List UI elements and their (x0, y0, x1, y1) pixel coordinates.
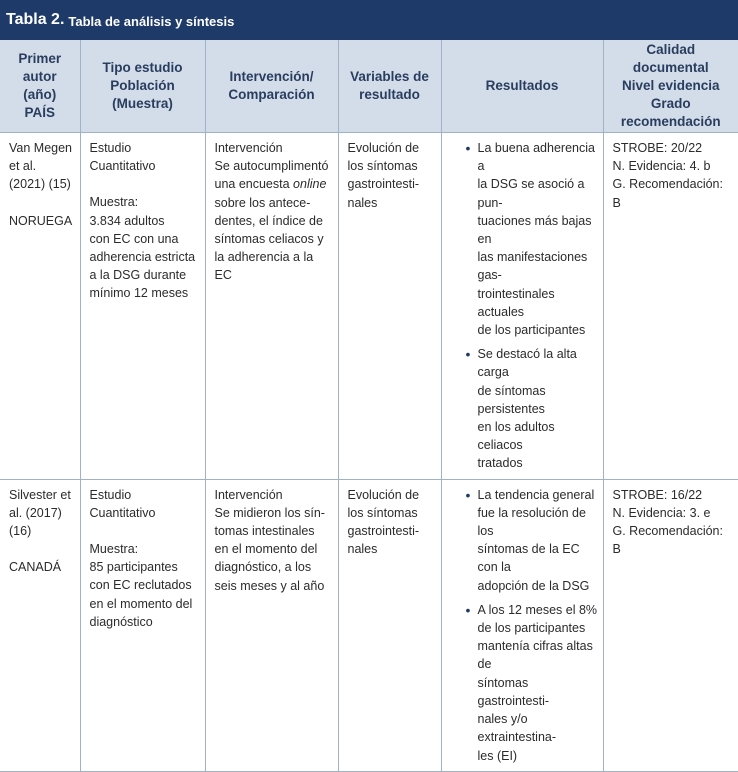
cell-results (441, 479, 603, 771)
cell-variables: Evolución de los síntomas gastrointesti- nales (338, 133, 441, 480)
cell-quality: STROBE: 16/22 N. Evidencia: 3. e G. Recomendación: B (603, 479, 738, 771)
header-study-type: Tipo estudio Población (Muestra) (80, 40, 205, 133)
cell-results (441, 133, 603, 480)
list-item: • La buena adherencia a la DSG se asoció a pun- tuaciones más bajas en las manifestaciones gas- trointestinales actuales de los participantes (478, 139, 599, 339)
cell-study-type: Estudio Cuantitativo Muestra: 3.834 adultos con EC con una adherencia estricta a la DSG durante mínimo 12 meses (80, 133, 205, 480)
table-title-bar (0, 0, 738, 40)
table-subtitle: Tabla de análisis y síntesis (68, 13, 235, 29)
header-row (0, 40, 738, 133)
table-row (0, 479, 738, 771)
list-item: • La tendencia general fue la resolución de los síntomas de la EC con la adopción de la DSG (478, 486, 599, 595)
header-author: Primer autor (año) PAÍS (0, 40, 80, 133)
cell-intervention: Intervención Se midieron los sín- tomas intestinales en el momento del diagnóstico, a los seis meses y al año (205, 479, 338, 771)
header-quality: Calidad documental Nivel evidencia Grado recomendación (603, 40, 738, 133)
cell-author: Silvester et al. (2017) (16) CANADÁ (0, 479, 80, 771)
list-item: • Se destacó la alta carga de síntomas persistentes en los adultos celiacos tratados (478, 345, 599, 472)
header-results: Resultados (441, 40, 603, 133)
cell-study-type: Estudio Cuantitativo Muestra: 85 participantes con EC reclutados en el momento del diagnóstico (80, 479, 205, 771)
cell-intervention: Intervención Se autocumplimentó una encuesta online sobre los antece- dentes, el índice de síntomas celiacos y la adherencia a la EC (205, 133, 338, 480)
cell-variables: Evolución de los síntomas gastrointesti- nales (338, 479, 441, 771)
country: CANADÁ (9, 560, 62, 575)
analysis-table (0, 40, 738, 772)
cell-quality: STROBE: 20/22 N. Evidencia: 4. b G. Recomendación: B (603, 133, 738, 480)
list-item: • A los 12 meses el 8% de los participantes mantenía cifras altas de síntomas gastrointesti- nales y/o extraintestina- les (EI) (478, 601, 599, 765)
header-intervention: Intervención/ Comparación (205, 40, 338, 133)
header-variables: Variables de resultado (338, 40, 441, 133)
table-title: Tabla 2. (6, 11, 65, 28)
table-row (0, 133, 738, 480)
cell-author: Van Megen et al. (2021) (15) NORUEGA (0, 133, 80, 480)
country: NORUEGA (9, 213, 73, 228)
